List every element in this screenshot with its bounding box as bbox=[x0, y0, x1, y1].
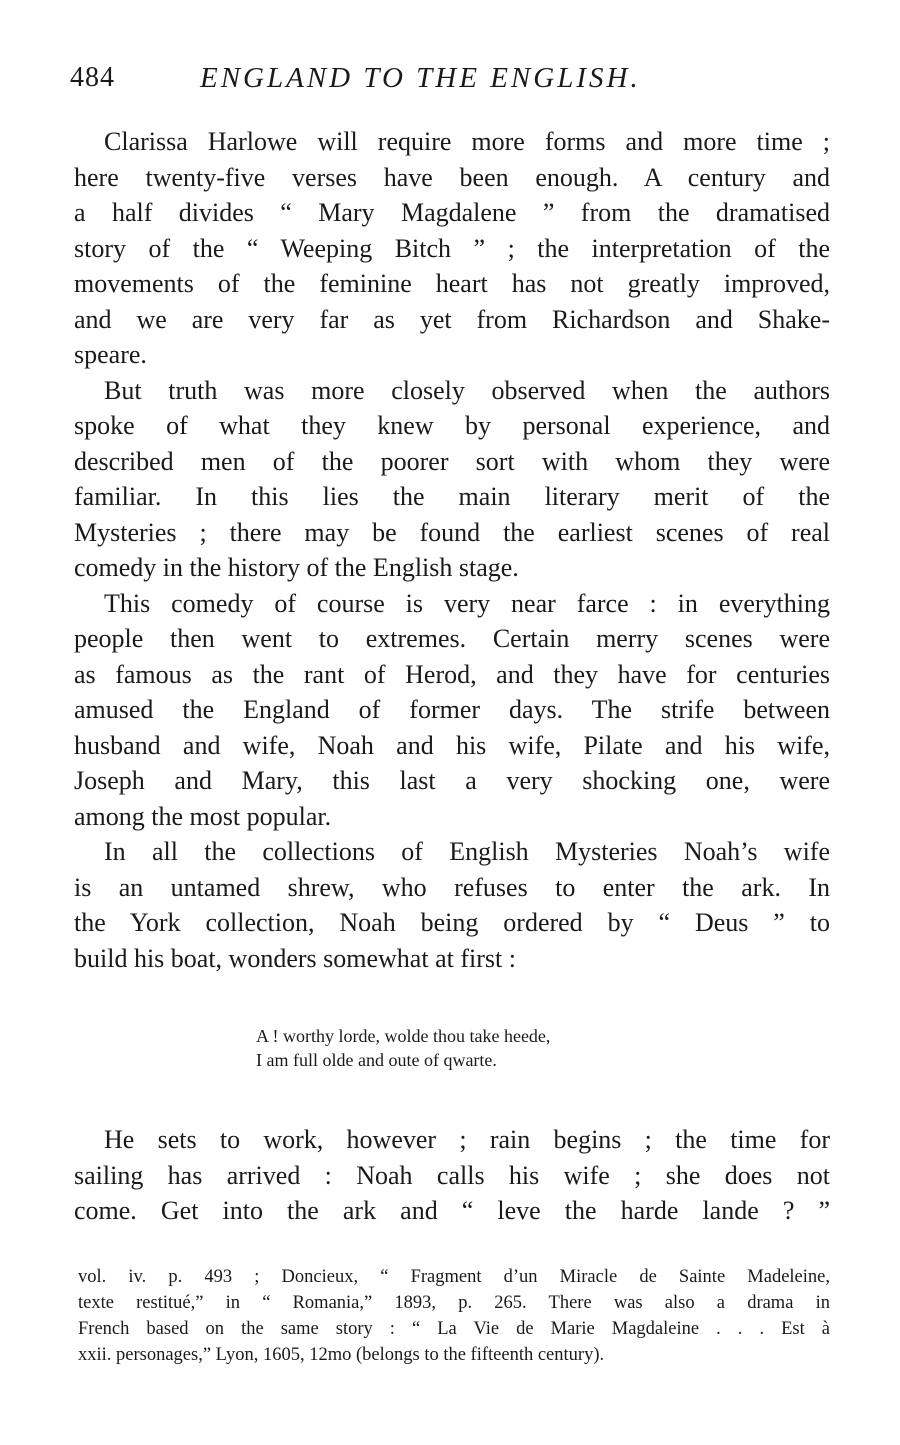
text-line: build his boat, wonders somewhat at first : bbox=[74, 943, 516, 973]
text-line: is an untamed shrew, who refuses to enter the ark. In bbox=[74, 872, 830, 902]
text-line: spoke of what they knew by personal experience, and bbox=[74, 411, 830, 440]
footnote-line: French based on the same story : “ La Vie de Marie Magdaleine . . . Est à bbox=[78, 1319, 830, 1339]
text-line: speare. bbox=[74, 340, 147, 369]
text-line: as famous as the rant of Herod, and they have for centuries bbox=[74, 659, 830, 689]
text-line: described men of the poorer sort with whom they were bbox=[74, 446, 830, 476]
text-line: people then went to extremes. Certain merry scenes were bbox=[74, 624, 830, 653]
text-line: the York collection, Noah being ordered by “ Deus ” to bbox=[74, 908, 830, 937]
footnote bbox=[78, 1264, 830, 1368]
text-line: among the most popular. bbox=[74, 801, 332, 831]
text-line: husband and wife, Noah and his wife, Pilate and his wife, bbox=[74, 730, 830, 760]
text-line: sailing has arrived : Noah calls his wife ; she does not bbox=[74, 1160, 830, 1190]
text-line: Mysteries ; there may be found the earliest scenes of real bbox=[74, 517, 830, 547]
continuation-paragraph bbox=[74, 1122, 830, 1229]
paragraph bbox=[74, 124, 830, 373]
verse-quotation bbox=[256, 1024, 676, 1072]
text-line: He sets to work, however ; rain begins ; the time for bbox=[104, 1125, 830, 1154]
verse-line: I am full olde and oute of qwarte. bbox=[256, 1050, 497, 1070]
text-line: familiar. In this lies the main literary merit of the bbox=[74, 482, 830, 511]
text-line: Clarissa Harlowe will require more forms and more time ; bbox=[104, 127, 830, 156]
text-line: movements of the feminine heart has not greatly improved, bbox=[74, 269, 830, 298]
text-line: In all the collections of English Mysteries Noah’s wife bbox=[104, 837, 830, 866]
page-header bbox=[70, 62, 840, 102]
footnote-line: xxii. personages,” Lyon, 1605, 12mo (belongs to the fifteenth century). bbox=[78, 1345, 605, 1365]
text-line: a half divides “ Mary Magdalene ” from the dramatised bbox=[74, 198, 830, 227]
text-line: come. Get into the ark and “ leve the harde lande ? ” bbox=[74, 1196, 830, 1225]
text-line: But truth was more closely observed when the authors bbox=[104, 375, 830, 405]
text-line: comedy in the history of the English stage. bbox=[74, 553, 519, 582]
running-title: ENGLAND TO THE ENGLISH. bbox=[200, 62, 641, 94]
text-line: Joseph and Mary, this last a very shocking one, were bbox=[74, 766, 830, 795]
page-number: 484 bbox=[70, 62, 115, 93]
paragraph bbox=[74, 373, 830, 586]
main-text bbox=[74, 124, 830, 976]
paragraph bbox=[74, 586, 830, 835]
text-line: This comedy of course is very near farce : in everything bbox=[104, 588, 830, 618]
verse-line: A ! worthy lorde, wolde thou take heede, bbox=[256, 1026, 551, 1046]
footnote-line: texte restitué,” in “ Romania,” 1893, p. 265. There was also a drama in bbox=[78, 1293, 830, 1313]
footnote-line: vol. iv. p. 493 ; Doncieux, “ Fragment d’un Miracle de Sainte Madeleine, bbox=[78, 1267, 830, 1287]
text-line: here twenty-five verses have been enough. A century and bbox=[74, 162, 830, 192]
text-line: story of the “ Weeping Bitch ” ; the interpretation of the bbox=[74, 233, 830, 263]
text-line: amused the England of former days. The strife between bbox=[74, 695, 830, 724]
paragraph bbox=[74, 834, 830, 976]
text-line: and we are very far as yet from Richardson and Shake- bbox=[74, 304, 830, 334]
